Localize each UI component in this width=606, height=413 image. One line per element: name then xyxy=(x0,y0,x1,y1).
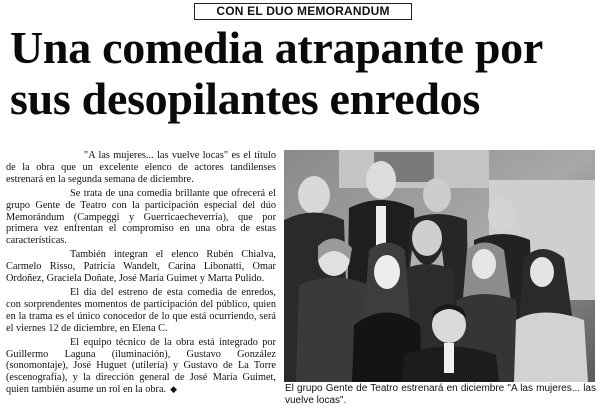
paragraph-4: El día del estreno de esta comedia de enredos, con sorprendentes momentos de participación del público, quien en la trama es el único conocedor de lo que está ocurriendo, será el viernes 12 de diciembre, en Elena C. xyxy=(6,286,276,334)
headline-line-2: sus desopilantes enredos xyxy=(10,73,480,124)
paragraph-1: "A las mujeres... las vuelve locas" es el título de la obra que un excelente elenco de actores tandilenses estrenará en la segunda semana de diciembre. xyxy=(6,150,276,185)
article-body xyxy=(6,150,276,398)
paragraph-5-text: El equipo técnico de la obra está integrado por Guillermo Laguna (iluminación), Gustavo González (sonomontaje), José Huguet (utilería) y Gustavo de La Torre (escenografía), y la dirección general de José María Guimet, quien también asume un rol en la obra. xyxy=(6,336,276,396)
group-photo xyxy=(284,150,595,382)
headline-line-1: Una comedia atrapante por xyxy=(10,22,543,73)
group-photo-illustration xyxy=(284,150,595,382)
kicker-label: CON EL DUO MEMORANDUM xyxy=(194,3,412,20)
end-mark-icon: ◆ xyxy=(170,384,178,395)
photo-caption: El grupo Gente de Teatro estrenará en diciembre "A las mujeres... las vuelve locas". xyxy=(285,383,596,406)
paragraph-2: Se trata de una comedia brillante que ofrecerá el grupo Gente de Teatro con la participación especial del dúo Memorándum (Campeggi y Guerricaecheverría), que por primera vez enfrentan el compromiso en una obra de estas características. xyxy=(6,187,276,247)
paragraph-5 xyxy=(6,337,276,397)
headline xyxy=(10,22,600,124)
paragraph-3: También integran el elenco Rubén Chialva, Carmelo Risso, Patricia Wandelt, Carina Libonatti, Omar Ordoñez, Graciela Doñate, José María Guimet y Marta Pulido. xyxy=(6,249,276,285)
